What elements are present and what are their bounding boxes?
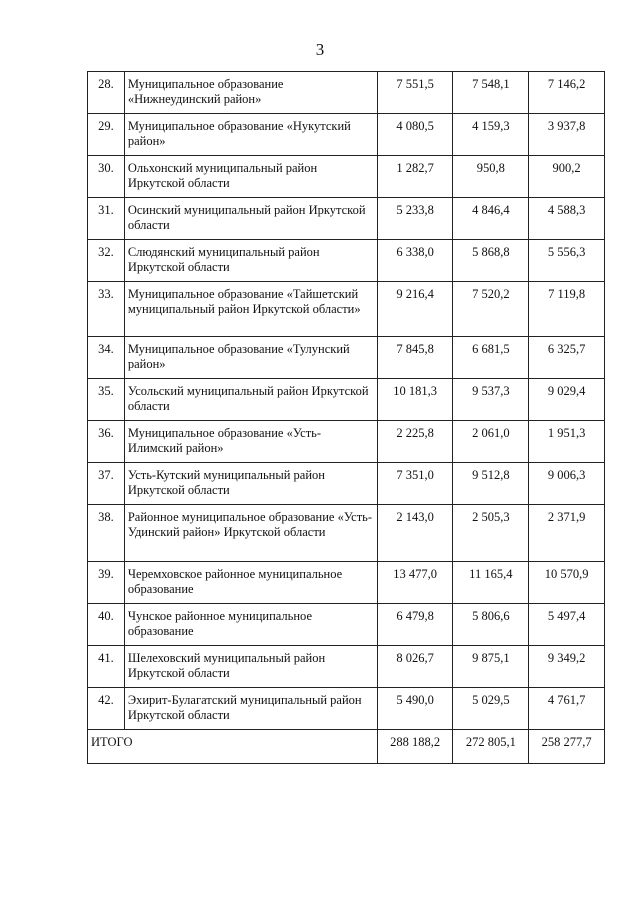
total-value-2: 272 805,1 <box>453 730 529 764</box>
row-name: Усольский муниципальный район Иркутской области <box>124 379 377 421</box>
row-value-2: 9 537,3 <box>453 379 529 421</box>
row-value-2: 5 029,5 <box>453 688 529 730</box>
row-name: Ольхонский муниципальный район Иркутской области <box>124 156 377 198</box>
row-value-2: 4 846,4 <box>453 198 529 240</box>
row-value-1: 7 845,8 <box>377 337 453 379</box>
row-value-3: 3 937,8 <box>529 114 605 156</box>
row-number: 32. <box>88 240 125 282</box>
row-name: Муниципальное образование «Нукутский район» <box>124 114 377 156</box>
budget-table <box>87 71 605 764</box>
table-body <box>88 72 605 764</box>
row-number: 36. <box>88 421 125 463</box>
row-value-2: 2 505,3 <box>453 505 529 562</box>
row-number: 28. <box>88 72 125 114</box>
row-value-1: 10 181,3 <box>377 379 453 421</box>
row-number: 34. <box>88 337 125 379</box>
table-row <box>88 688 605 730</box>
row-name: Осинский муниципальный район Иркутской области <box>124 198 377 240</box>
row-number: 29. <box>88 114 125 156</box>
row-value-3: 9 029,4 <box>529 379 605 421</box>
row-value-2: 9 875,1 <box>453 646 529 688</box>
row-value-3: 1 951,3 <box>529 421 605 463</box>
row-value-1: 6 338,0 <box>377 240 453 282</box>
row-number: 39. <box>88 562 125 604</box>
row-number: 41. <box>88 646 125 688</box>
row-value-1: 4 080,5 <box>377 114 453 156</box>
row-value-3: 7 119,8 <box>529 282 605 337</box>
row-number: 35. <box>88 379 125 421</box>
row-value-1: 2 225,8 <box>377 421 453 463</box>
row-value-1: 7 551,5 <box>377 72 453 114</box>
row-value-2: 5 868,8 <box>453 240 529 282</box>
table-row <box>88 240 605 282</box>
row-value-2: 4 159,3 <box>453 114 529 156</box>
row-value-1: 5 233,8 <box>377 198 453 240</box>
row-value-3: 2 371,9 <box>529 505 605 562</box>
row-value-2: 7 548,1 <box>453 72 529 114</box>
table-row <box>88 72 605 114</box>
total-value-1: 288 188,2 <box>377 730 453 764</box>
row-value-1: 13 477,0 <box>377 562 453 604</box>
row-name: Усть-Кутский муниципальный район Иркутской области <box>124 463 377 505</box>
row-name: Чунское районное муниципальное образование <box>124 604 377 646</box>
table-row <box>88 604 605 646</box>
row-value-1: 5 490,0 <box>377 688 453 730</box>
total-value-3: 258 277,7 <box>529 730 605 764</box>
page-number: 3 <box>315 40 325 59</box>
row-name: Муниципальное образование «Усть-Илимский район» <box>124 421 377 463</box>
table-row <box>88 562 605 604</box>
table-row <box>88 337 605 379</box>
row-name: Слюдянский муниципальный район Иркутской области <box>124 240 377 282</box>
row-name: Муниципальное образование «Нижнеудинский район» <box>124 72 377 114</box>
row-number: 38. <box>88 505 125 562</box>
table-row <box>88 646 605 688</box>
table-row <box>88 156 605 198</box>
row-number: 42. <box>88 688 125 730</box>
row-value-3: 5 556,3 <box>529 240 605 282</box>
row-value-2: 950,8 <box>453 156 529 198</box>
row-number: 40. <box>88 604 125 646</box>
row-value-3: 4 588,3 <box>529 198 605 240</box>
row-value-2: 11 165,4 <box>453 562 529 604</box>
table-row <box>88 379 605 421</box>
total-row <box>88 730 605 764</box>
row-value-2: 6 681,5 <box>453 337 529 379</box>
row-value-3: 7 146,2 <box>529 72 605 114</box>
row-number: 31. <box>88 198 125 240</box>
row-value-2: 2 061,0 <box>453 421 529 463</box>
row-value-3: 9 349,2 <box>529 646 605 688</box>
table-row <box>88 421 605 463</box>
row-value-2: 5 806,6 <box>453 604 529 646</box>
row-value-1: 2 143,0 <box>377 505 453 562</box>
table-row <box>88 505 605 562</box>
row-value-3: 4 761,7 <box>529 688 605 730</box>
table-row <box>88 463 605 505</box>
row-value-1: 6 479,8 <box>377 604 453 646</box>
row-value-3: 6 325,7 <box>529 337 605 379</box>
row-value-1: 9 216,4 <box>377 282 453 337</box>
table-row <box>88 282 605 337</box>
row-value-3: 10 570,9 <box>529 562 605 604</box>
table-row <box>88 114 605 156</box>
row-name: Районное муниципальное образование «Усть-Удинский район» Иркутской области <box>124 505 377 562</box>
row-value-2: 9 512,8 <box>453 463 529 505</box>
row-name: Муниципальное образование «Тулунский район» <box>124 337 377 379</box>
row-value-3: 900,2 <box>529 156 605 198</box>
row-value-1: 8 026,7 <box>377 646 453 688</box>
row-value-1: 1 282,7 <box>377 156 453 198</box>
row-number: 30. <box>88 156 125 198</box>
row-name: Шелеховский муниципальный район Иркутской области <box>124 646 377 688</box>
row-number: 37. <box>88 463 125 505</box>
row-name: Черемховское районное муниципальное образование <box>124 562 377 604</box>
row-name: Эхирит-Булагатский муниципальный район Иркутской области <box>124 688 377 730</box>
row-name: Муниципальное образование «Тайшетский муниципальный район Иркутской области» <box>124 282 377 337</box>
row-value-3: 5 497,4 <box>529 604 605 646</box>
row-number: 33. <box>88 282 125 337</box>
table-row <box>88 198 605 240</box>
row-value-2: 7 520,2 <box>453 282 529 337</box>
total-label: ИТОГО <box>88 730 378 764</box>
row-value-1: 7 351,0 <box>377 463 453 505</box>
row-value-3: 9 006,3 <box>529 463 605 505</box>
